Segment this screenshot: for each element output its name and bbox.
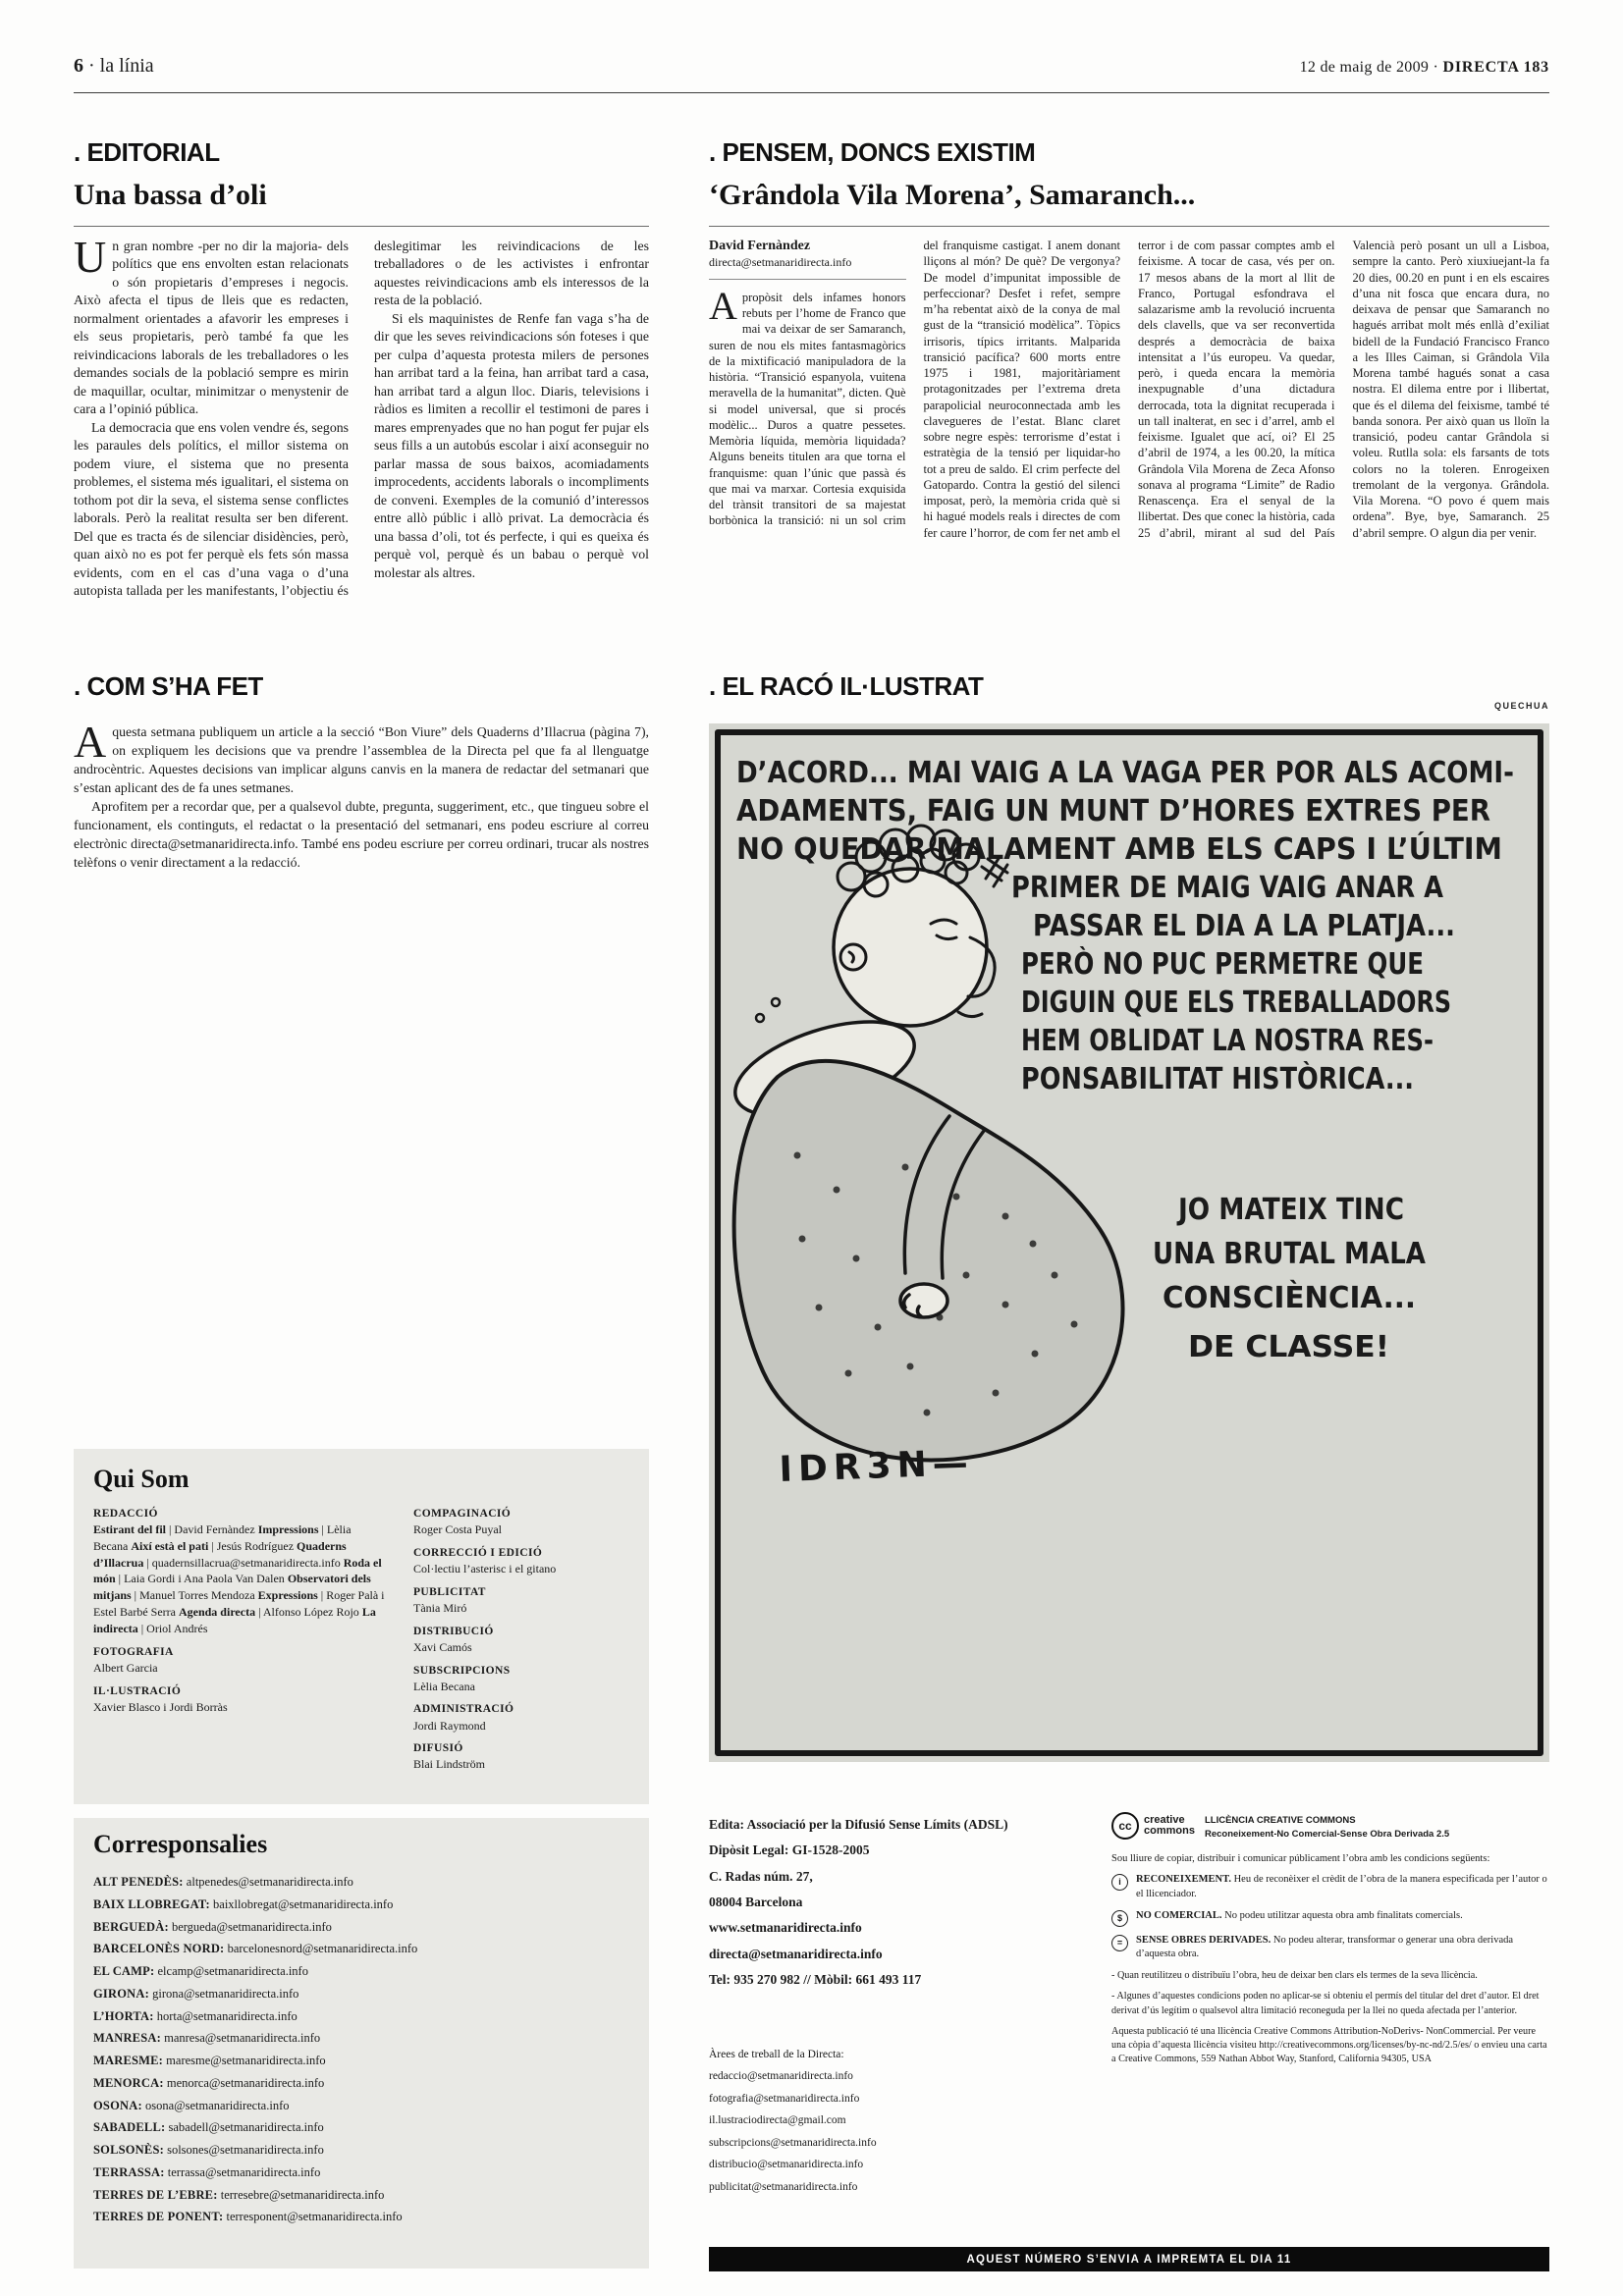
cartoon-credit: QUECHUA xyxy=(1493,701,1549,711)
pensem-paragraph: Apropòsit dels infames honors rebuts per l’home de Franco que mai va deixar de ser Samaranch, suren de nou els mites fantasmagòrics de la mixtificació manipuladora de la història. “Transició espanyola, vuitena meravella de la humanitat”, dicten. Què si model universal, que si procés modèlic... Duros a quatre pessetes. Memòria líquida, memòria liquidada? Alguns beneits titulen ara que torna el franquisme: quan l’únic que passà és que mai va marxar. Cortesia exquisida del trànsit transitori de sa majestat borbònica la transició: ni un sol crim del franquisme castigat. I anem donant lliçons al món? De què? De vergonya? De model d’impunitat impossible de perfeccionar? Desfet i refet, sempre m’ha rebentat això de la conya de mal gust de la “transició modèlica”. Tòpics irrisoris, típics irritants. Malparida transició pacífica? 600 morts entre 1975 i 1981, majoritàriament protagonitzades per l’extrema dreta parapolicial neuroconnectada amb les clavegueres de l’estat. Blanc claret sobre negre espès: terrorisme d’estat i estratègia de la tensió per liquidar-ho tot a preu de saldo. El crim perfecte del Gatopardo. Contra la gestió del silenci imposat, però, la memòria crida què si hi hagué models reals i directes de com fer caure l’horror, de com fer net amb el terror i de com passar comptes amb el feixisme. A tocar de casa, vés per on. 17 mesos abans de la mort al llit de Franco, Portugal esfondrava el salazarisme amb la revolució incruenta dels clavells, que va ser reconvertida després a democràcia de baixa intensitat a l’ús europeu. Va quedar, però, i queda encara la memòria inexpugnable d’una dictadura derrocada, tota la dignitat recuperada i un tall inalterat, en sec i d’arrel, amb el feixisme. Igualet que ací, oi? El 25 d’abril de 1974, a les 00.20, la mítica Grândola Vila Morena de Zeca Afonso sonava al programa “Limite” de Radio Renascença. Era el senyal de la llibertat. Des que conec la història, cada 25 d’abril, mirant al sud del País Valencià però posant un ull a Lisboa, sempre la canto. Però xiuxiuejant-la fa 20 dies, 00.20 en punt i en els escaires d’una nit fosca que encara dura, no deixava de pensar que Samaranch no hagués arribat molt més enllà d’exiliat bidell de la Fundació Francisco Franco a les Illes Caiman, si Grândola Vila Morena també hagués sonat a casa nostra. El dilema entre por i llibertat, que és el dilema del feixisme, també té banda sonora. Per això quan us lloïn la transició, podeu cantar Grândola si voleu. Rutlla sola: els farsants de tots colors no la toleren. Enrogeixen tremolant de la vergonya. Grândola. Vila Morena. “O povo é quem mais ordena”. Bye, bye, Samaranch. 25 d’abril sempre. O algun dia per venir. xyxy=(709,239,1549,540)
page-number: 6 xyxy=(74,55,83,77)
imprint-notice-text: AQUEST NÚMERO S’ENVIA A IMPREMTA EL DIA 11 xyxy=(966,2253,1292,2266)
illustracio-credit: Xavier Blasco i Jordi Borràs xyxy=(93,1699,228,1714)
caption-line: NO QUEDAR MALAMENT AMB ELS CAPS I L’ÚLTIM xyxy=(736,832,1540,867)
credits-header: IL·LUSTRACIÓ xyxy=(93,1684,182,1697)
corresponsal-row: TERRASSA: terrassa@setmanaridirecta.info xyxy=(93,2164,321,2179)
folio-separator: · xyxy=(1433,59,1439,76)
corresponsal-row: OSONA: osona@setmanaridirecta.info xyxy=(93,2098,290,2112)
credit-value: Blai Lindström xyxy=(413,1757,485,1772)
issue-date: 12 de maig de 2009 xyxy=(1299,59,1430,76)
imprint-line: Dipòsit Legal: GI-1528-2005 xyxy=(709,1842,870,1858)
imprint-block xyxy=(709,1812,1102,1993)
caption-line: DIGUIN QUE ELS TREBALLADORS xyxy=(1021,986,1451,1020)
credits-header: DIFUSIÓ xyxy=(413,1742,463,1755)
editorial-body xyxy=(74,232,649,650)
credits-header: COMPAGINACIÓ xyxy=(413,1508,512,1520)
license-notes xyxy=(1111,1969,1549,2067)
redaccio-credits: Estirant del fil | David Fernàndez Impressions | Lèlia Becana Així està el pati | Jesús Rodríguez Quaderns d’Illacrua | quadernsillacrua@setmanaridirecta.info Roda el món | Laia Gordi i Ana Paola Van Dalen Observatori dels mitjans | Manuel Torres Mendoza Expressions | Roger Palà i Estel Barbé Serra Agenda directa | Alfonso López Rojo La indirecta | Oriol Andrés xyxy=(93,1522,385,1635)
license-condition: = SENSE OBRES DERIVADES. No podeu alterar, transformar o generar una obra derivada d’aquesta obra. xyxy=(1111,1934,1549,1962)
imprint-line: Tel: 935 270 982 // Mòbil: 661 493 117 xyxy=(709,1971,922,1987)
credits-header: REDACCIÓ xyxy=(93,1508,158,1520)
corresponsal-row: BAIX LLOBREGAT: baixllobregat@setmanaridirecta.info xyxy=(93,1896,394,1911)
work-area-email: subscripcions@setmanaridirecta.info xyxy=(709,2136,877,2149)
cartoonist-signature: IDR3N— xyxy=(778,1443,975,1490)
head xyxy=(834,869,987,1026)
caption-line: UNA BRUTAL MALA xyxy=(1153,1237,1427,1271)
section-label-editorial: . EDITORIAL xyxy=(74,137,220,167)
folio-left xyxy=(74,55,154,78)
section-label-pensem: . PENSEM, DONCS EXISTIM xyxy=(709,137,1036,167)
license-condition: i RECONEIXEMENT. Heu de reconèixer el crèdit de l’obra de la manera especificada per l’autor o el llicenciador. xyxy=(1111,1873,1549,1901)
corresponsal-row: GIRONA: girona@setmanaridirecta.info xyxy=(93,1986,299,2001)
corresponsalies-list xyxy=(93,1871,629,2228)
corresponsal-row: SOLSONÈS: solsones@setmanaridirecta.info xyxy=(93,2143,324,2157)
author-name: David Fernàndez xyxy=(709,239,811,253)
credits-header: SUBSCRIPCIONS xyxy=(413,1664,511,1677)
cc-logo-word: creative xyxy=(1144,1814,1185,1826)
fotografia-credit: Albert Garcia xyxy=(93,1660,158,1675)
credit-value: Col·lectiu l’asterisc i el gitano xyxy=(413,1561,557,1575)
editorial-paragraph: La democracia que ens volen vendre és, segons les paraules dels polítics, el millor sistema on podem viure, el sistema que no presenta problemes, el sistema més igualitari, el sistema on tothom pot dir la seva, el sistema sense conflictes laborals. Però la realitat resulta ser ben diferent. Del que es tracta és de silenciar disidències, però, quan això no es pot fer perquè els fets són massa evidents, com en el cas d’una vaga o d’una autopista tallada per les manifestants, l’objectiu és deslegitimar les reivindicacions de les treballadores o de les activistes i enfrontar aquestes reivindicacions amb els interessos de la resta de la població. xyxy=(74,239,649,599)
masthead-brand: DIRECTA 183 xyxy=(1442,59,1549,76)
byline xyxy=(709,238,906,280)
pensem-title-rule xyxy=(709,226,1549,227)
work-area-email: il.lustraciodirecta@gmail.com xyxy=(709,2114,846,2127)
license-note: - Quan reutilitzeu o distribuïu l’obra, heu de deixar ben clars els termes de la seva llicència. xyxy=(1111,1969,1478,1981)
cartoon-illustration xyxy=(709,723,1549,1762)
credit-value: Jordi Raymond xyxy=(413,1718,486,1733)
license-title: LLICÈNCIA CREATIVE COMMONS xyxy=(1204,1815,1356,1826)
imprint-line: www.setmanaridirecta.info xyxy=(709,1920,862,1936)
work-area-email: redaccio@setmanaridirecta.info xyxy=(709,2070,853,2083)
credits-header: CORRECCIÓ I EDICIÓ xyxy=(413,1546,543,1559)
credit-value: Tània Miró xyxy=(413,1600,467,1615)
cartoon-svg xyxy=(709,723,1549,1762)
comshafet-body xyxy=(74,717,649,872)
cc-logo-icon: cc xyxy=(1111,1812,1139,1840)
corresponsal-row: MARESME: maresme@setmanaridirecta.info xyxy=(93,2054,326,2067)
section-label-comshafet: . COM S’HA FET xyxy=(74,671,263,701)
corresponsalies-box xyxy=(74,1818,649,2269)
qui-som-title: Qui Som xyxy=(93,1465,189,1493)
editorial-title: Una bassa d’oli xyxy=(74,179,267,211)
license-subtitle: Reconeixement-No Comercial-Sense Obra Derivada 2.5 xyxy=(1204,1829,1450,1841)
section-label-raco: . EL RACÓ IL·LUSTRAT xyxy=(709,671,984,701)
credit-value: Lèlia Becana xyxy=(413,1679,475,1693)
qui-som-left-column xyxy=(93,1506,388,1773)
editorial-paragraph: Si els maquinistes de Renfe fan vaga s’ha de dir que les seves reivindicacions són foteses i que per culpa d’aquesta protesta milers de persones han arribat tard a la feina, han arribat tard a casa, han arribat tard a algun lloc. Diaris, televisions i ràdios es limiten a recollir el testimoni de pares i mares emprenyades que no han pogut fer pujar els seus fills a un autobús escolar i així aconseguir no parlar massa de sous baixos, acomiadaments improcedents, accidents laborals o incompliments de conveni. Exemples de la comunió d’interessos entre allò públic i allò privat. La democràcia és una bassa d’oli, tot és perfecte, i qui es queixa és perquè vol, perquè és un babau o perquè vol molestar als altres. xyxy=(374,310,649,580)
credits-header: PUBLICITAT xyxy=(413,1585,486,1598)
editorial-title-rule xyxy=(74,226,649,227)
corresponsal-row: TERRES DE L’EBRE: terresebre@setmanaridirecta.info xyxy=(93,2187,385,2202)
caption-line: D’ACORD... MAI VAIG A LA VAGA PER POR ALS ACOMI- xyxy=(736,756,1514,790)
header-rule xyxy=(74,92,1549,93)
pensem-body xyxy=(709,238,1549,650)
corresponsal-row: L’HORTA: horta@setmanaridirecta.info xyxy=(93,2008,298,2023)
creative-commons-logo xyxy=(1111,1812,1195,1840)
imprint-line: C. Radas núm. 27, xyxy=(709,1868,813,1884)
caption-line: CONSCIÈNCIA... xyxy=(1163,1281,1423,1315)
corresponsal-row: SABADELL: sabadell@setmanaridirecta.info xyxy=(93,2120,324,2135)
caption-line: PASSAR EL DIA A LA PLATJA... xyxy=(1033,909,1455,943)
license-condition: $ NO COMERCIAL. No podeu utilitzar aquesta obra amb finalitats comercials. xyxy=(1111,1909,1549,1927)
qui-som-box xyxy=(74,1449,649,1804)
corresponsal-row: BERGUEDÀ: bergueda@setmanaridirecta.info xyxy=(93,1919,332,1934)
caption-line: HEM OBLIDAT LA NOSTRA RES- xyxy=(1021,1024,1434,1058)
author-email: directa@setmanaridirecta.info xyxy=(709,255,852,270)
caption-line: DE CLASSE! xyxy=(1188,1330,1389,1364)
editorial-paragraph: Un gran nombre -per no dir la majoria- dels polítics que ens envolten estan relacionats o són propietaris d’empreses i negocis. Això afecta el tipus de lleis que es redacten, normalment orientades a afavorir les empreses i els seus propietaris, però també fa que les reivindicacions laborals de les treballadores o les demandes socials de la població sempre es mirin de maquillar, ocultar, minimitzar o menystenir de cara a l’opinió pública. xyxy=(74,232,349,417)
work-area-email: fotografia@setmanaridirecta.info xyxy=(709,2092,860,2105)
work-area-email: distribucio@setmanaridirecta.info xyxy=(709,2159,864,2171)
credit-value: Xavi Camós xyxy=(413,1639,472,1654)
work-area-email: publicitat@setmanaridirecta.info xyxy=(709,2180,858,2193)
attribution-icon: i xyxy=(1111,1874,1128,1891)
license-intro: Sou lliure de copiar, distribuir i comunicar públicament l’obra amb les condicions següents: xyxy=(1111,1852,1490,1864)
work-areas-block xyxy=(709,2044,1102,2198)
pensem-title: ‘Grândola Vila Morena’, Samaranch... xyxy=(709,179,1196,211)
corresponsal-row: MANRESA: manresa@setmanaridirecta.info xyxy=(93,2031,321,2046)
credit-value: Roger Costa Puyal xyxy=(413,1522,502,1537)
imprint-notice-bar xyxy=(709,2247,1549,2271)
caption-line: PRIMER DE MAIG VAIG ANAR A xyxy=(1011,871,1444,905)
corresponsal-row: ALT PENEDÈS: altpenedes@setmanaridirecta.info xyxy=(93,1875,353,1889)
imprint-line: Edita: Associació per la Difusió Sense Límits (ADSL) xyxy=(709,1817,1008,1832)
section-name: · la línia xyxy=(83,55,154,77)
caption-line: PONSABILITAT HISTÒRICA... xyxy=(1021,1062,1483,1096)
cc-logo-word: commons xyxy=(1144,1825,1195,1837)
license-note: - Algunes d’aquestes condicions poden no aplicar-se si obteniu el permís del titular del dret d’autor. El dret derivat d’ús legítim o qualsevol altra limitació reconeguda per la llei no queda afectada per l’anterior. xyxy=(1111,1991,1540,2016)
folio-right xyxy=(1300,59,1549,77)
credits-header: DISTRIBUCIÓ xyxy=(413,1625,494,1637)
caption-line: JO MATEIX TINC xyxy=(1176,1193,1404,1227)
imprint-line: 08004 Barcelona xyxy=(709,1894,803,1909)
corresponsal-row: TERRES DE PONENT: terresponent@setmanaridirecta.info xyxy=(93,2210,403,2224)
license-titles xyxy=(1205,1812,1449,1842)
credits-header: ADMINISTRACIÓ xyxy=(413,1703,514,1716)
corresponsalies-title: Corresponsalies xyxy=(93,1830,268,1858)
credits-header: FOTOGRAFIA xyxy=(93,1645,174,1658)
caption-line: PERÒ NO PUC PERMETRE QUE xyxy=(1021,947,1515,982)
corresponsal-row: EL CAMP: elcamp@setmanaridirecta.info xyxy=(93,1964,308,1978)
corresponsal-row: MENORCA: menorca@setmanaridirecta.info xyxy=(93,2075,325,2090)
non-commercial-icon: $ xyxy=(1111,1910,1128,1927)
no-derivatives-icon: = xyxy=(1111,1935,1128,1951)
imprint-line: directa@setmanaridirecta.info xyxy=(709,1946,883,1961)
qui-som-right-column xyxy=(413,1506,629,1773)
work-areas-title: Àrees de treball de la Directa: xyxy=(709,2049,844,2060)
caption-line: ADAMENTS, FAIG UN MUNT D’HORES EXTRES PER xyxy=(736,794,1490,828)
creative-commons-block xyxy=(1111,1812,1549,2067)
license-note: Aquesta publicació té una llicència Creative Commons Attribution-NoDerivs- NonCommercial. Per veure una còpia d’aquesta llicència visiteu http://creativecommons.org/licenses/by-nc-nd/2.5/es/ o envieu una carta a Creative Commons, 559 Nathan Abbot Way, Stanford, California 94305, USA xyxy=(1111,2025,1547,2065)
comshafet-paragraph: Aquesta setmana publiquem un article a la secció “Bon Viure” dels Quaderns d’Illacrua (pàgina 7), on expliquem les decisions que va prendre l’assemblea de la Directa pel que fa al llenguatge androcèntric. Aquestes decisions van implicar alguns canvis en la manera de redactar del setmanari que s’estan aplicant des de fa unes setmanes. xyxy=(74,717,649,796)
comshafet-paragraph: Aprofitem per a recordar que, per a qualsevol dubte, pregunta, suggeriment, etc., que tingueu sobre el funcionament, els continguts, el redactat o la presentació del setmanari, ens podeu escriure al correu electrònic directa@setmanaridirecta.info. També ens podeu escriure per correu ordinari, trucar als nostres telèfons o venir directament a la redacció. xyxy=(74,799,649,871)
corresponsal-row: BARCELONÈS NORD: barcelonesnord@setmanaridirecta.info xyxy=(93,1942,418,1956)
